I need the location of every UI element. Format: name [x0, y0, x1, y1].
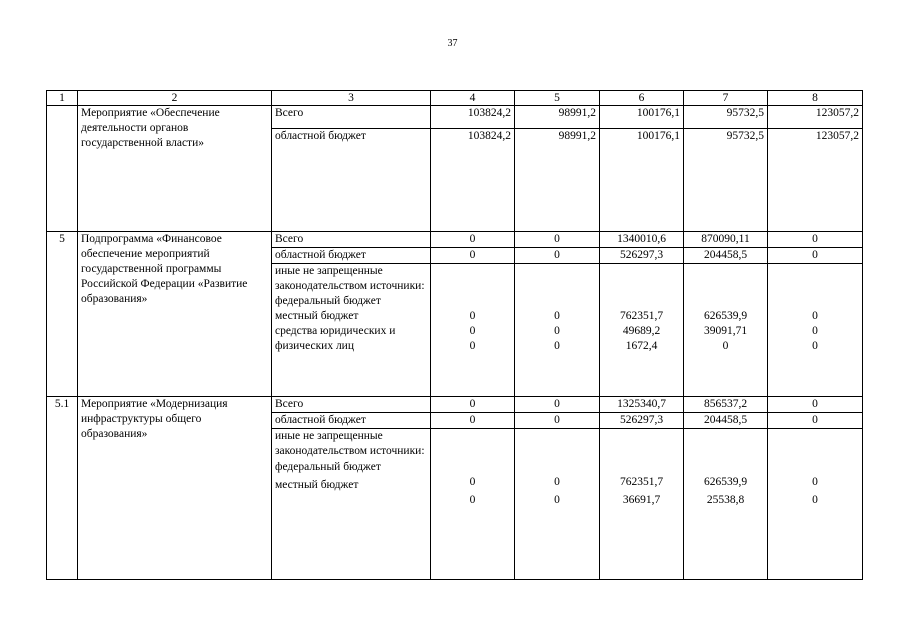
value-cell: 100176,1	[600, 106, 684, 129]
source-label: федеральный бюджет	[275, 461, 381, 473]
value-column	[431, 264, 515, 397]
row-index: 5.1	[47, 397, 78, 580]
value-cell: 0	[812, 325, 818, 337]
page-number: 37	[447, 38, 458, 49]
value-cell: 762351,7	[619, 310, 664, 322]
value-cell: 0	[431, 397, 515, 413]
value-cell: 0	[768, 248, 863, 264]
header-cell: 3	[272, 91, 431, 106]
value-cell: 0	[469, 310, 476, 322]
value-cell: 0	[768, 397, 863, 413]
source-label: средства юридических и физических лиц	[275, 325, 396, 352]
value-cell: 626539,9	[703, 476, 748, 488]
other-sources-label: иные не запрещенные законодательством источники:	[275, 265, 425, 292]
value-cell: 100176,1	[600, 129, 684, 232]
value-cell: 49689,2	[622, 325, 661, 337]
value-column	[515, 429, 600, 580]
value-cell: 0	[812, 340, 818, 352]
table-row	[47, 397, 863, 413]
value-cell: 0	[554, 494, 560, 506]
value-cell: 0	[722, 340, 729, 352]
value-cell: 0	[554, 325, 560, 337]
value-cell: 0	[812, 476, 818, 488]
value-cell: 0	[431, 413, 515, 429]
value-cell: 626539,9	[703, 310, 748, 322]
row-name: Подпрограмма «Финансовое обеспечение мероприятий государственной программы Российской Федерации «Развитие образования»	[78, 232, 272, 397]
value-cell: 0	[431, 248, 515, 264]
value-column	[431, 429, 515, 580]
header-cell: 1	[47, 91, 78, 106]
value-column	[600, 264, 684, 397]
value-cell: 95732,5	[684, 106, 768, 129]
value-cell: 204458,5	[684, 413, 768, 429]
header-row	[47, 91, 863, 106]
row-index: 5	[47, 232, 78, 397]
value-cell: 0	[768, 413, 863, 429]
value-cell: 123057,2	[768, 129, 863, 232]
value-column	[684, 429, 768, 580]
value-cell: 762351,7	[619, 476, 664, 488]
value-cell: 103824,2	[431, 129, 515, 232]
header-cell: 2	[78, 91, 272, 106]
value-cell: 0	[812, 310, 818, 322]
value-column	[684, 264, 768, 397]
value-cell: 95732,5	[684, 129, 768, 232]
source-list	[272, 264, 431, 397]
value-cell: 1672,4	[625, 340, 658, 352]
value-cell: 0	[469, 340, 476, 352]
value-cell: 39091,71	[703, 325, 748, 337]
value-cell: 0	[469, 476, 476, 488]
value-cell: 0	[469, 494, 476, 506]
header-cell: 7	[684, 91, 768, 106]
header-cell: 8	[768, 91, 863, 106]
header-cell: 4	[431, 91, 515, 106]
value-cell: 98991,2	[515, 106, 600, 129]
source-label: федеральный бюджет	[275, 295, 381, 307]
value-cell: 0	[515, 232, 600, 248]
value-cell: 0	[812, 494, 818, 506]
source-label: Всего	[272, 106, 431, 129]
value-cell: 0	[554, 340, 560, 352]
value-cell: 526297,3	[600, 248, 684, 264]
value-column	[768, 429, 863, 580]
value-cell: 123057,2	[768, 106, 863, 129]
value-cell: 103824,2	[431, 106, 515, 129]
value-cell: 0	[469, 325, 476, 337]
value-cell: 0	[431, 232, 515, 248]
value-cell: 204458,5	[684, 248, 768, 264]
value-cell: 870090,11	[684, 232, 768, 248]
header-cell: 5	[515, 91, 600, 106]
table-row	[47, 232, 863, 248]
value-cell: 0	[768, 232, 863, 248]
value-column	[600, 429, 684, 580]
header-cell: 6	[600, 91, 684, 106]
value-cell: 1340010,6	[600, 232, 684, 248]
value-column	[768, 264, 863, 397]
source-label: областной бюджет	[272, 129, 431, 232]
value-cell: 856537,2	[684, 397, 768, 413]
table-row	[47, 106, 863, 129]
value-cell: 0	[554, 310, 560, 322]
other-sources-label: иные не запрещенные законодательством источники:	[275, 430, 425, 457]
row-name: Мероприятие «Модернизация инфраструктуры общего образования»	[78, 397, 272, 580]
source-label: областной бюджет	[272, 413, 431, 429]
value-cell: 1325340,7	[600, 397, 684, 413]
budget-table	[46, 90, 863, 580]
row-name: Мероприятие «Обеспечение деятельности органов государственной власти»	[78, 106, 272, 232]
value-cell: 0	[515, 413, 600, 429]
value-cell: 36691,7	[622, 494, 661, 506]
value-cell: 25538,8	[706, 494, 745, 506]
source-label: областной бюджет	[272, 248, 431, 264]
value-cell: 0	[515, 397, 600, 413]
source-label: местный бюджет	[275, 310, 359, 322]
source-label: Всего	[272, 397, 431, 413]
value-column	[515, 264, 600, 397]
value-cell: 526297,3	[600, 413, 684, 429]
row-index	[47, 106, 78, 232]
value-cell: 0	[515, 248, 600, 264]
source-label: Всего	[272, 232, 431, 248]
source-list	[272, 429, 431, 580]
value-cell: 98991,2	[515, 129, 600, 232]
source-label: местный бюджет	[275, 479, 359, 491]
value-cell: 0	[554, 476, 560, 488]
